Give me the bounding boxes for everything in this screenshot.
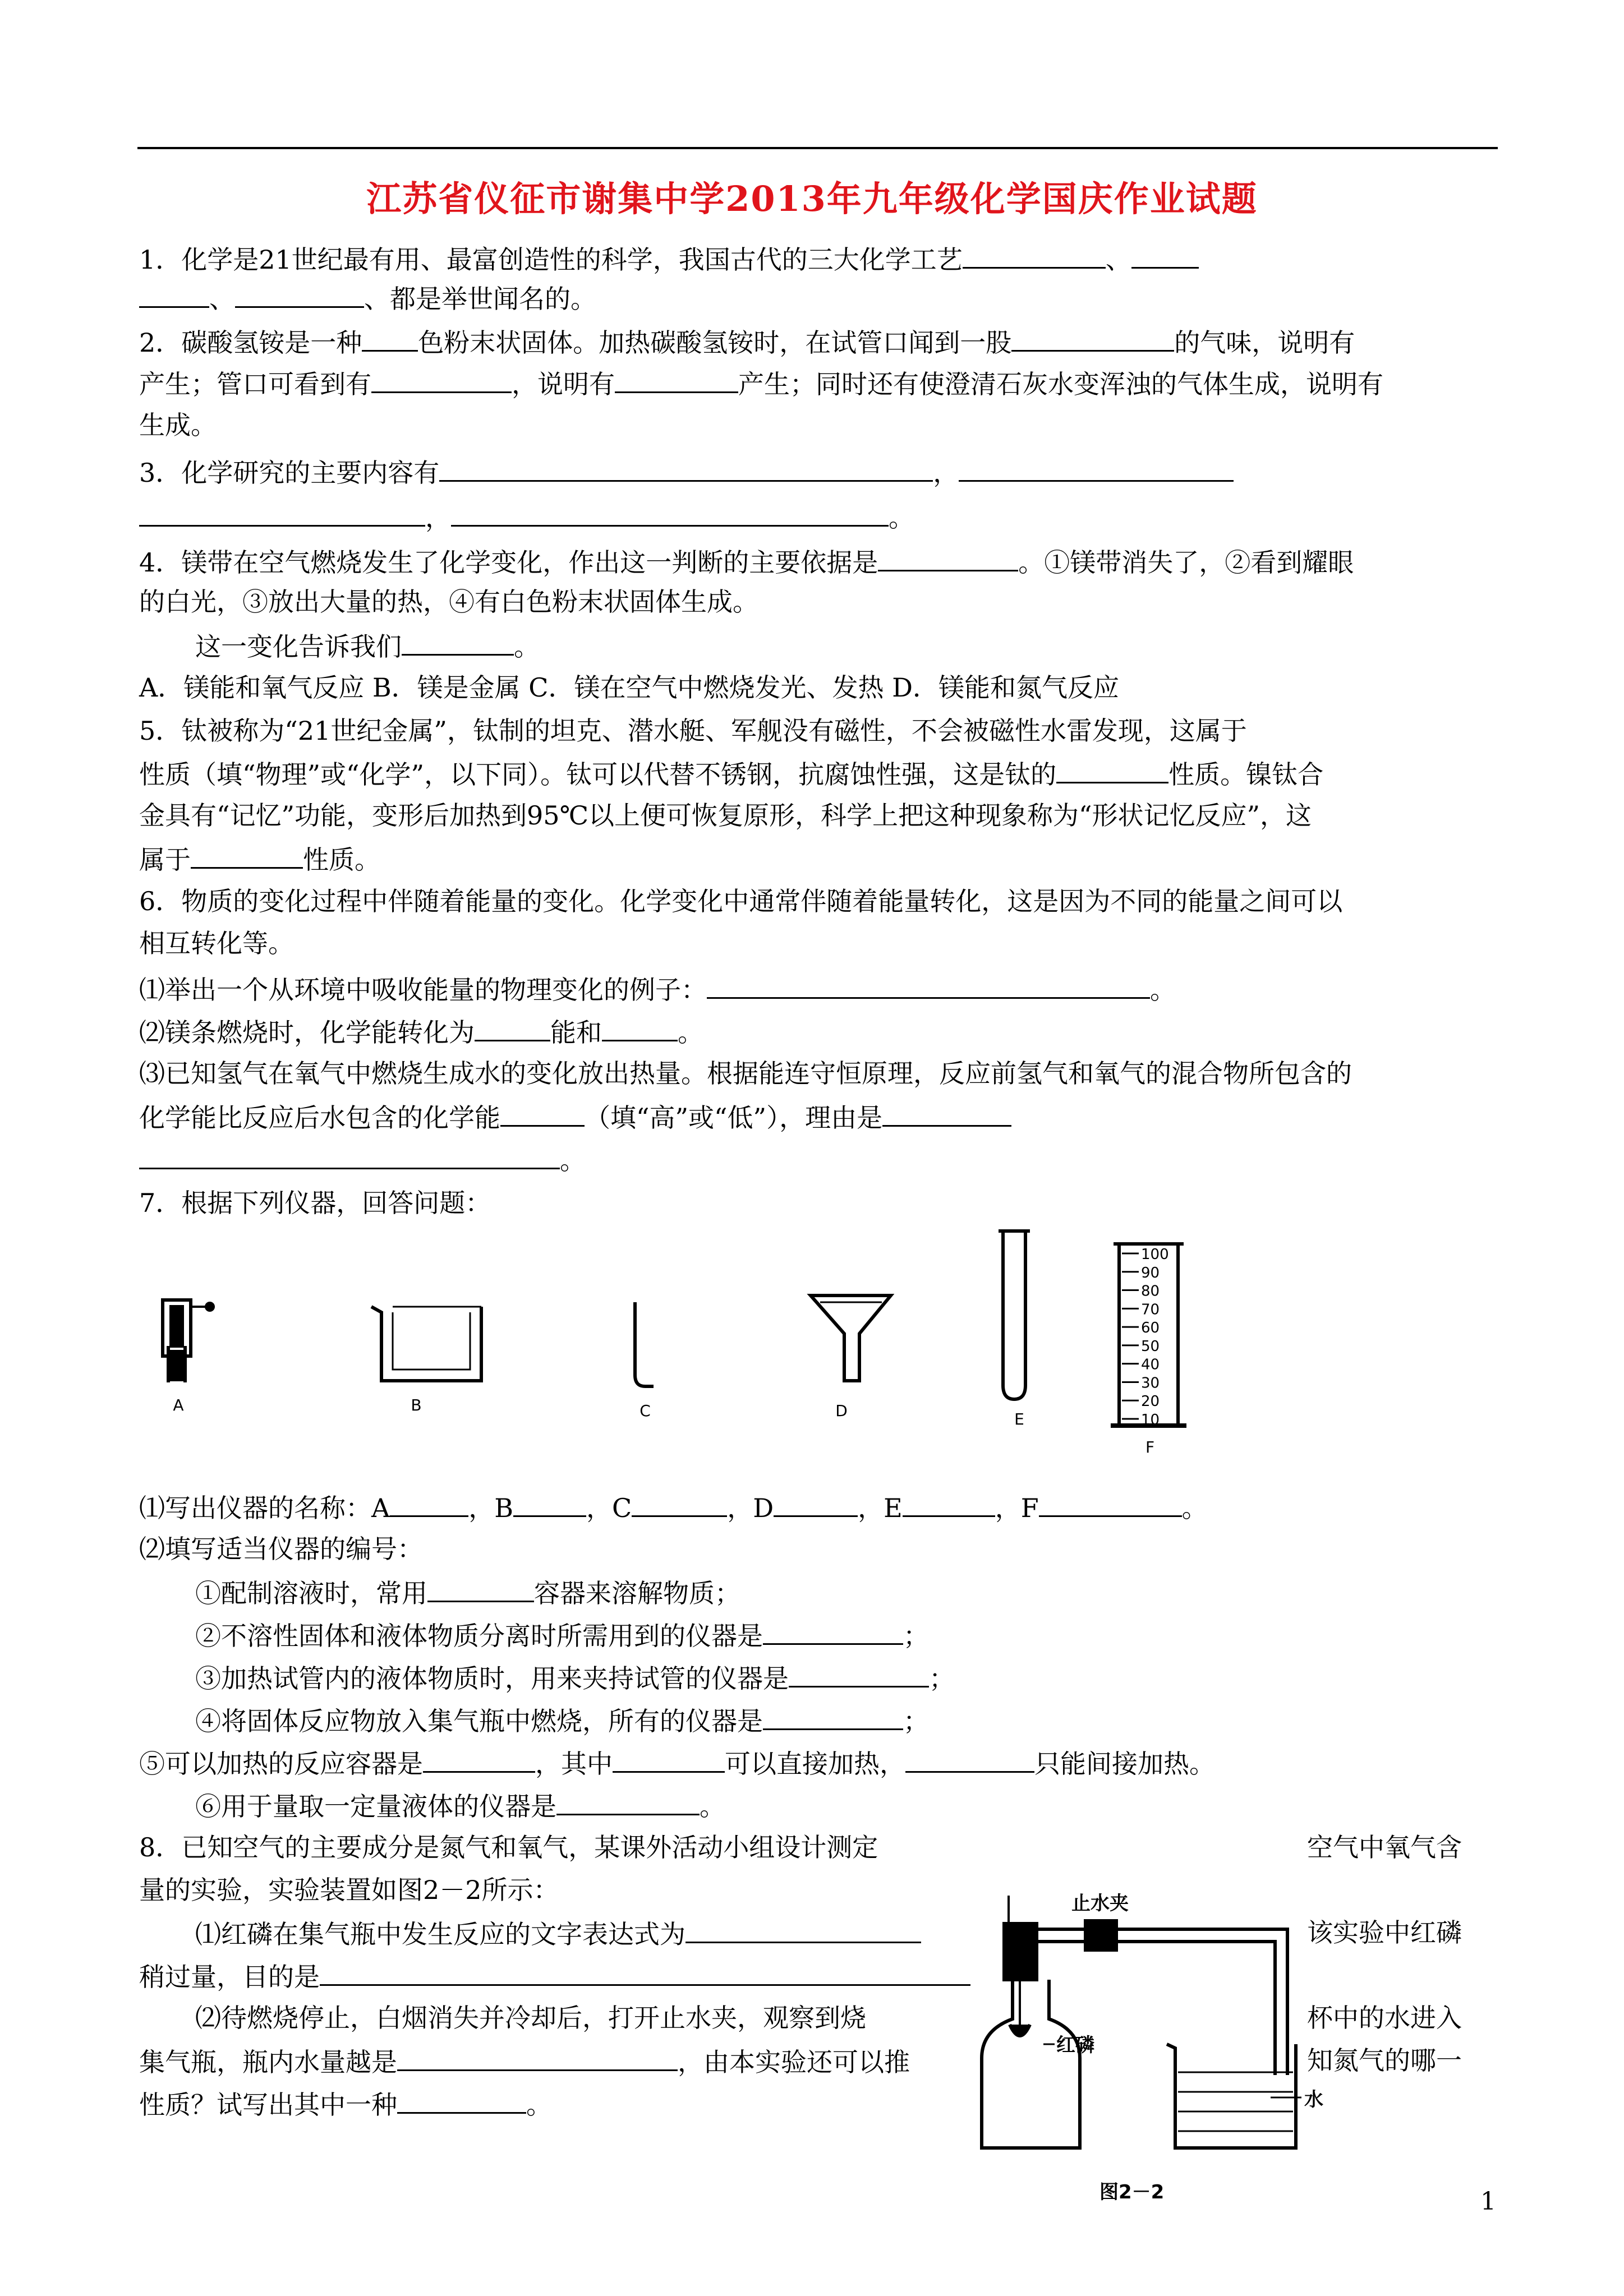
- label-e: E: [1014, 1410, 1024, 1428]
- cylinder-tick-label: 30: [1141, 1375, 1160, 1392]
- q8-line1-right: 空气中氧气含: [1307, 1832, 1462, 1862]
- q7-item3: ③加热试管内的液体物质时，用来夹持试管的仪器是 ；: [195, 1660, 955, 1694]
- label-b: B: [411, 1396, 422, 1414]
- label-a: A: [173, 1396, 184, 1414]
- cylinder-tick-label: 20: [1141, 1393, 1160, 1410]
- q7-item2: ②不溶性固体和液体物质分离时所需用到的仪器是 ；: [195, 1617, 929, 1651]
- q7-stem: 7．根据下列仪器，回答问题：: [139, 1188, 491, 1218]
- q6-part3-line3: 。: [139, 1142, 586, 1175]
- q8-line5-right: 杯中的水进入: [1307, 2003, 1462, 2033]
- q2-line2: 产生；管口可看到有 ，说明有 产生；同时还有使澄清石灰水变浑浊的气体生成，说明有: [139, 366, 1383, 399]
- q6-line1: 6．物质的变化过程中伴随着能量的变化。化学变化中通常伴随着能量转化，这是因为不同的能量之间可以: [139, 886, 1343, 916]
- q6-part3-line2: 化学能比反应后水包含的化学能 （填“高”或“低”），理由是: [139, 1099, 1011, 1133]
- cylinder-tick-label: 40: [1141, 1356, 1160, 1373]
- combustion-spoon-icon: [635, 1302, 654, 1386]
- q8-line4: 稍过量，目的是: [139, 1958, 970, 1992]
- label-f: F: [1145, 1438, 1155, 1456]
- q8-line6-right: 知氮气的哪一: [1307, 2045, 1462, 2076]
- q1-line2: 、 、都是举世闻名的。: [139, 280, 596, 314]
- water-label: 水: [1304, 2088, 1323, 2111]
- phosphorus-label: 红磷: [1056, 2034, 1094, 2057]
- test-tube-icon: [999, 1231, 1030, 1399]
- q7-part1: ⑴写出仪器的名称：A ，B ，C ，D ，E ，F 。: [139, 1490, 1208, 1523]
- cylinder-tick-label: 50: [1141, 1338, 1160, 1355]
- q6-line2: 相互转化等。: [139, 928, 294, 958]
- q5-line3: 金具有“记忆”功能，变形后加热到95℃以上便可恢复原形，科学上把这种现象称为“形状记忆反应”，这: [139, 800, 1312, 831]
- q8-line2: 量的实验，实验装置如图2－2所示：: [139, 1875, 559, 1905]
- q7-item5: ⑤可以加热的反应容器是 ，其中 可以直接加热， 只能间接加热。: [139, 1745, 1215, 1779]
- q8-line1: 8．已知空气的主要成分是氮气和氧气，某课外活动小组设计测定: [139, 1832, 878, 1862]
- cylinder-tick-label: 70: [1141, 1301, 1160, 1318]
- q2-line3: 生成。: [139, 410, 217, 440]
- cylinder-tick-label: 90: [1141, 1264, 1160, 1281]
- test-tube-holder-icon: [163, 1300, 213, 1382]
- q8-line3-right: 该实验中红磷: [1307, 1917, 1462, 1948]
- q4-options: A．镁能和氧气反应 B．镁是金属 C．镁在空气中燃烧发光、发热 D．镁能和氮气反应: [139, 672, 1119, 703]
- q6-part3-line1: ⑶已知氢气在氧气中燃烧生成水的变化放出热量。根据能连守恒原理，反应前氢气和氧气的混合物所包含的: [139, 1058, 1352, 1089]
- q3-line2: ， 。: [139, 499, 914, 533]
- q7-part2: ⑵填写适当仪器的编号：: [139, 1534, 423, 1564]
- q5-line2: 性质（填“物理”或“化学”，以下同）。钛可以代替不锈钢，抗腐蚀性强，这是钛的 性质。镍钛合: [139, 756, 1323, 790]
- q3-line1: 3．化学研究的主要内容有 ，: [139, 454, 1234, 488]
- q6-part1: ⑴举出一个从环境中吸收能量的物理变化的例子： 。: [139, 971, 1176, 1005]
- cylinder-tick-label: 60: [1141, 1320, 1160, 1337]
- label-d: D: [835, 1401, 848, 1420]
- q8-line7: 性质？试写出其中一种 。: [139, 2086, 552, 2120]
- q1-line1: 1．化学是21世纪最有用、最富创造性的科学，我国古代的三大化学工艺 、: [139, 241, 1199, 275]
- q4-line3: 这一变化告诉我们 。: [195, 628, 540, 662]
- q8-line6: 集气瓶，瓶内水量越是 ，由本实验还可以推: [139, 2044, 910, 2077]
- q7-item1: ①配制溶液时，常用 容器来溶解物质；: [195, 1575, 740, 1608]
- page-title: 江苏省仪征市谢集中学2013年九年级化学国庆作业试题: [366, 178, 1258, 219]
- cylinder-tick-label: 100: [1141, 1246, 1169, 1263]
- page-number: 1: [1480, 2187, 1496, 2216]
- q4-line1: 4．镁带在空气燃烧发生了化学变化，作出这一判断的主要依据是 。①镁带消失了，②看到耀眼: [139, 544, 1354, 578]
- q6-part2: ⑵镁条燃烧时，化学能转化为 能和 。: [139, 1014, 703, 1048]
- oxygen-apparatus: [982, 1896, 1301, 2148]
- q5-line4: 属于 性质。: [139, 841, 380, 875]
- q7-item4: ④将固体反应物放入集气瓶中燃烧，所有的仪器是 ；: [195, 1703, 929, 1736]
- label-c: C: [640, 1401, 651, 1420]
- clamp-label: 止水夹: [1071, 1892, 1129, 1915]
- cylinder-tick-label: 10: [1141, 1412, 1160, 1428]
- q8-line3: ⑴红磷在集气瓶中发生反应的文字表达式为: [195, 1916, 921, 1949]
- funnel-icon: [811, 1295, 891, 1381]
- q5-line1: 5．钛被称为“21世纪金属”，钛制的坦克、潜水艇、军舰没有磁性，不会被磁性水雷发现，这属于: [139, 716, 1247, 746]
- q8-line5: ⑵待燃烧停止，白烟消失并冷却后，打开止水夹，观察到烧: [195, 2003, 866, 2033]
- q4-line2: 的白光，③放出大量的热，④有白色粉末状固体生成。: [139, 587, 758, 617]
- figure-caption: 图2－2: [1099, 2181, 1165, 2203]
- cylinder-tick-label: 80: [1141, 1283, 1160, 1300]
- q7-item6: ⑥用于量取一定量液体的仪器是 。: [195, 1788, 725, 1822]
- q2-line1: 2．碳酸氢铵是一种 色粉末状固体。加热碳酸氢铵时，在试管口闻到一股 的气味，说明有: [139, 324, 1355, 358]
- beaker-icon: [371, 1307, 481, 1381]
